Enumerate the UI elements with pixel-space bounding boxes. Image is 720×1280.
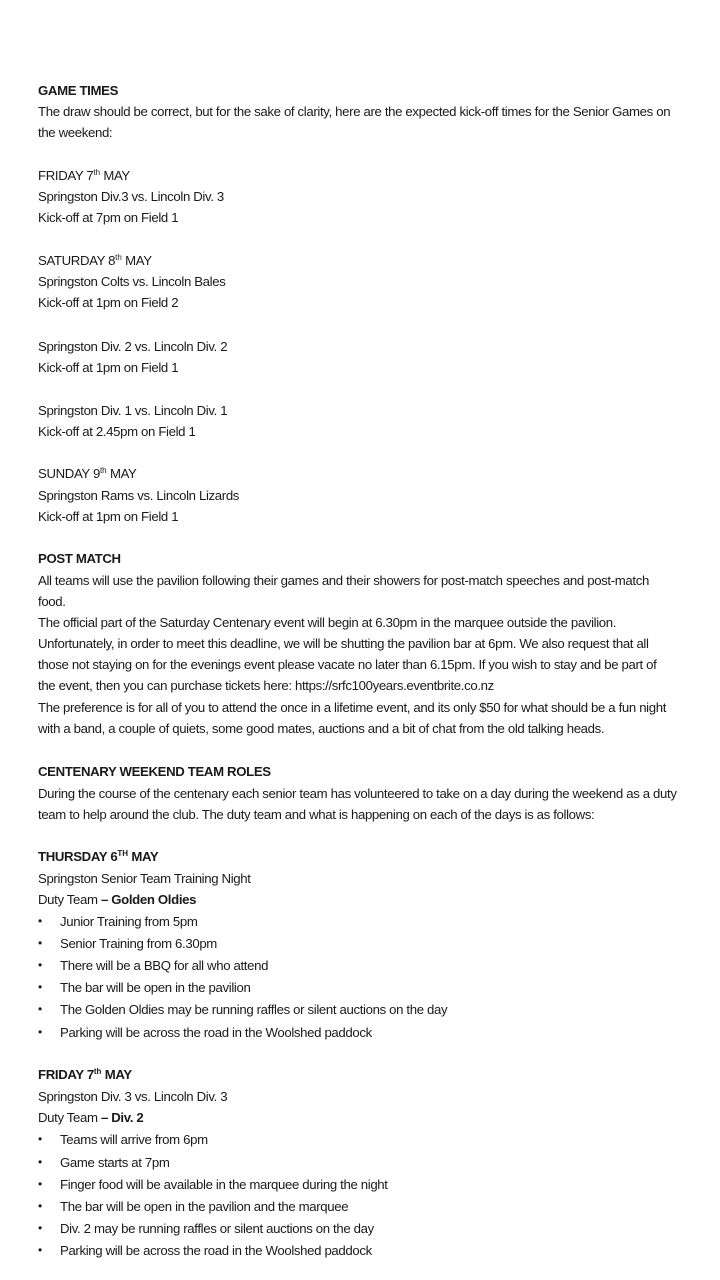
- game-times-intro-line-2: the weekend:: [38, 125, 113, 140]
- game-saturday-kickoff-1: Kick-off at 1pm on Field 2: [38, 295, 179, 310]
- friday-item: Div. 2 may be running raffles or silent auctions on the day: [60, 1221, 374, 1236]
- bullet-icon: •: [38, 980, 42, 994]
- post-match-line-1: All teams will use the pavilion following their games and their showers for post-match speeches and post-match: [38, 573, 649, 588]
- game-times-heading: GAME TIMES: [38, 83, 119, 98]
- thursday-item: The bar will be open in the pavilion: [60, 980, 251, 995]
- thursday-item: Senior Training from 6.30pm: [60, 936, 217, 951]
- game-friday-match: Springston Div.3 vs. Lincoln Div. 3: [38, 189, 224, 204]
- friday-duty-team: Duty Team – Div. 2: [38, 1110, 144, 1125]
- thursday-item: Parking will be across the road in the Woolshed paddock: [60, 1025, 372, 1040]
- thursday-heading: THURSDAY 6TH MAY: [38, 849, 159, 864]
- thursday-item: There will be a BBQ for all who attend: [60, 958, 269, 973]
- game-friday-kickoff: Kick-off at 7pm on Field 1: [38, 210, 179, 225]
- post-match-line-8: with a band, a couple of quiets, some good mates, auctions and a bit of chat from the old talking heads.: [38, 721, 605, 736]
- bullet-icon: •: [38, 1025, 42, 1039]
- friday-item: The bar will be open in the pavilion and the marquee: [60, 1199, 349, 1214]
- roles-heading: CENTENARY WEEKEND TEAM ROLES: [38, 764, 271, 779]
- thursday-duty-team: Duty Team – Golden Oldies: [38, 892, 197, 907]
- game-sunday-kickoff: Kick-off at 1pm on Field 1: [38, 509, 179, 524]
- game-saturday-date: SATURDAY 8th MAY: [38, 253, 152, 268]
- friday-item: Finger food will be available in the marquee during the night: [60, 1177, 388, 1192]
- roles-intro-line-1: During the course of the centenary each senior team has volunteered to take on a day during the weekend as a duty: [38, 786, 677, 801]
- bullet-icon: •: [38, 958, 42, 972]
- friday-item: Parking will be across the road in the Woolshed paddock: [60, 1243, 372, 1258]
- game-saturday-match-2: Springston Div. 2 vs. Lincoln Div. 2: [38, 339, 228, 354]
- friday-item: Teams will arrive from 6pm: [60, 1132, 208, 1147]
- bullet-icon: •: [38, 1132, 42, 1146]
- thursday-item: The Golden Oldies may be running raffles or silent auctions on the day: [60, 1002, 448, 1017]
- post-match-line-4: Unfortunately, in order to meet this deadline, we will be shutting the pavilion bar at 6pm. We also request that all: [38, 636, 649, 651]
- game-saturday-match-3: Springston Div. 1 vs. Lincoln Div. 1: [38, 403, 228, 418]
- roles-intro-line-2: team to help around the club. The duty team and what is happening on each of the days is as follows:: [38, 807, 595, 822]
- post-match-heading: POST MATCH: [38, 551, 121, 566]
- bullet-icon: •: [38, 1221, 42, 1235]
- post-match-line-5: those not staying on for the evenings event please vacate no later than 6.15pm. If you wish to stay and be part of: [38, 657, 657, 672]
- bullet-icon: •: [38, 1002, 42, 1016]
- thursday-item: Junior Training from 5pm: [60, 914, 198, 929]
- game-saturday-kickoff-3: Kick-off at 2.45pm on Field 1: [38, 424, 196, 439]
- bullet-icon: •: [38, 914, 42, 928]
- bullet-icon: •: [38, 936, 42, 950]
- bullet-icon: •: [38, 1155, 42, 1169]
- bullet-icon: •: [38, 1199, 42, 1213]
- friday-heading: FRIDAY 7th MAY: [38, 1067, 132, 1082]
- thursday-event: Springston Senior Team Training Night: [38, 871, 251, 886]
- game-friday-date: FRIDAY 7th MAY: [38, 168, 130, 183]
- game-saturday-kickoff-2: Kick-off at 1pm on Field 1: [38, 360, 179, 375]
- game-times-intro-line-1: The draw should be correct, but for the sake of clarity, here are the expected kick-off times for the Senior Games on: [38, 104, 671, 119]
- post-match-line-7: The preference is for all of you to attend the once in a lifetime event, and its only $50 for what should be a fun night: [38, 700, 667, 715]
- bullet-icon: •: [38, 1177, 42, 1191]
- game-sunday-match: Springston Rams vs. Lincoln Lizards: [38, 488, 240, 503]
- game-saturday-match-1: Springston Colts vs. Lincoln Bales: [38, 274, 226, 289]
- post-match-line-3: The official part of the Saturday Centenary event will begin at 6.30pm in the marquee outside the pavilion.: [38, 615, 617, 630]
- post-match-line-2: food.: [38, 594, 66, 609]
- bullet-icon: •: [38, 1243, 42, 1257]
- friday-item: Game starts at 7pm: [60, 1155, 170, 1170]
- post-match-line-6: the event, then you can purchase tickets here: https://srfc100years.eventbrite.co.nz: [38, 678, 494, 693]
- game-sunday-date: SUNDAY 9th MAY: [38, 466, 137, 481]
- friday-event: Springston Div. 3 vs. Lincoln Div. 3: [38, 1089, 228, 1104]
